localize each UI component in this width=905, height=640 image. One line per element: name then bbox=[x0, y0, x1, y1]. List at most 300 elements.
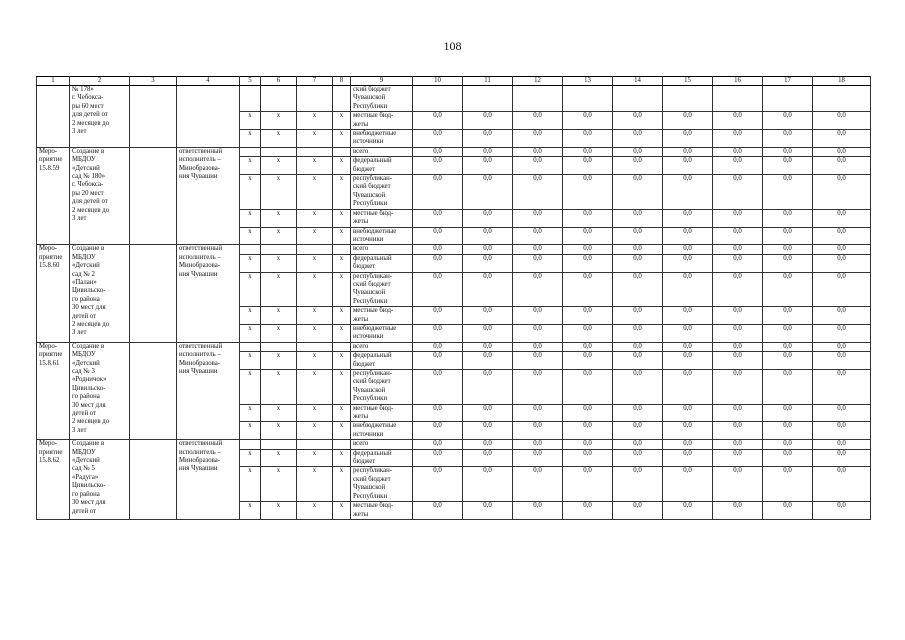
code-cell: х bbox=[333, 272, 351, 307]
table-row bbox=[37, 245, 871, 254]
value-cell: 0,0 bbox=[413, 440, 463, 449]
column-header-6: 6 bbox=[261, 77, 297, 86]
cell-line: источники bbox=[353, 235, 384, 243]
value-cell: 0,0 bbox=[513, 502, 563, 520]
value-cell: 0,0 bbox=[413, 130, 463, 148]
code-cell: х bbox=[261, 112, 297, 130]
cell-line: ния Чувашии bbox=[179, 368, 218, 375]
source-cell bbox=[351, 324, 413, 342]
value-cell: 0,0 bbox=[413, 307, 463, 325]
code-cell: х bbox=[240, 157, 261, 175]
cell-line: источники bbox=[353, 333, 384, 341]
cell-line: бюджет bbox=[353, 458, 376, 466]
value-cell: 0,0 bbox=[813, 370, 871, 405]
value-cell: 0,0 bbox=[713, 342, 763, 351]
value-cell: 0,0 bbox=[463, 147, 513, 156]
cell-line: местные бюд- bbox=[353, 307, 394, 315]
source-cell: всего bbox=[351, 245, 413, 254]
code-cell bbox=[261, 147, 297, 156]
cell-line: жеты bbox=[353, 510, 369, 518]
col3-cell bbox=[130, 440, 177, 520]
value-cell: 0,0 bbox=[763, 227, 813, 245]
cell-line: Создание в bbox=[72, 342, 105, 350]
code-cell bbox=[297, 245, 333, 254]
cell-line: Цивильско- bbox=[72, 384, 106, 392]
value-cell bbox=[713, 86, 763, 112]
cell-line: жеты bbox=[353, 315, 369, 323]
code-cell: х bbox=[333, 112, 351, 130]
cell-line: ния Чувашии bbox=[179, 173, 218, 181]
value-cell: 0,0 bbox=[563, 422, 613, 440]
cell-line: федеральный bbox=[353, 254, 392, 262]
code-cell: х bbox=[261, 254, 297, 272]
value-cell: 0,0 bbox=[513, 175, 563, 210]
code-cell: х bbox=[261, 157, 297, 175]
source-cell bbox=[351, 157, 413, 175]
value-cell: 0,0 bbox=[813, 307, 871, 325]
value-cell: 0,0 bbox=[413, 175, 463, 210]
value-cell: 0,0 bbox=[613, 272, 663, 307]
value-cell: 0,0 bbox=[613, 352, 663, 370]
value-cell: 0,0 bbox=[463, 449, 513, 467]
value-cell: 0,0 bbox=[663, 245, 713, 254]
description-cell bbox=[70, 342, 130, 439]
cell-line: местные бюд- bbox=[353, 502, 394, 510]
code-cell: х bbox=[333, 254, 351, 272]
cell-line: детей от bbox=[72, 507, 97, 515]
source-cell bbox=[351, 370, 413, 405]
measure-cell bbox=[37, 86, 70, 148]
cell-line: «Родничок» bbox=[72, 376, 107, 384]
value-cell: 0,0 bbox=[813, 352, 871, 370]
value-cell: 0,0 bbox=[763, 422, 813, 440]
value-cell: 0,0 bbox=[663, 370, 713, 405]
value-cell: 0,0 bbox=[413, 272, 463, 307]
value-cell: 0,0 bbox=[613, 467, 663, 502]
code-cell: х bbox=[333, 502, 351, 520]
cell-line: приятие bbox=[39, 448, 63, 456]
source-cell: всего bbox=[351, 440, 413, 449]
cell-line: Минобразова- bbox=[179, 359, 221, 367]
value-cell: 0,0 bbox=[663, 449, 713, 467]
code-cell: х bbox=[240, 130, 261, 148]
code-cell: х bbox=[333, 307, 351, 325]
value-cell: 0,0 bbox=[463, 112, 513, 130]
value-cell: 0,0 bbox=[763, 370, 813, 405]
code-cell: х bbox=[240, 324, 261, 342]
code-cell bbox=[333, 86, 351, 112]
cell-line: республикан- bbox=[353, 175, 392, 183]
value-cell: 0,0 bbox=[513, 227, 563, 245]
value-cell: 0,0 bbox=[613, 112, 663, 130]
value-cell: 0,0 bbox=[563, 502, 613, 520]
value-cell: 0,0 bbox=[813, 147, 871, 156]
code-cell: х bbox=[333, 209, 351, 227]
cell-line: приятие bbox=[39, 253, 63, 261]
code-cell: х bbox=[297, 227, 333, 245]
code-cell: х bbox=[333, 157, 351, 175]
executor-cell bbox=[177, 86, 240, 148]
col3-cell bbox=[130, 342, 177, 439]
cell-line: Республики bbox=[353, 200, 388, 208]
value-cell: 0,0 bbox=[563, 324, 613, 342]
table-row bbox=[37, 147, 871, 156]
code-cell: х bbox=[261, 175, 297, 210]
value-cell: 0,0 bbox=[663, 112, 713, 130]
cell-line: ния Чувашии bbox=[179, 270, 218, 278]
cell-line: Республики bbox=[353, 395, 388, 403]
value-cell: 0,0 bbox=[713, 209, 763, 227]
source-cell bbox=[351, 352, 413, 370]
value-cell: 0,0 bbox=[463, 370, 513, 405]
cell-line: г. Чебокса- bbox=[72, 181, 104, 189]
value-cell: 0,0 bbox=[663, 254, 713, 272]
value-cell: 0,0 bbox=[663, 440, 713, 449]
cell-line: местные бюд- bbox=[353, 404, 394, 412]
cell-line: Цивильско- bbox=[72, 482, 106, 490]
value-cell: 0,0 bbox=[613, 440, 663, 449]
value-cell: 0,0 bbox=[663, 467, 713, 502]
value-cell: 0,0 bbox=[463, 404, 513, 422]
value-cell: 0,0 bbox=[813, 157, 871, 175]
source-cell bbox=[351, 467, 413, 502]
source-cell bbox=[351, 502, 413, 520]
value-cell: 0,0 bbox=[613, 324, 663, 342]
cell-line: го района bbox=[72, 490, 100, 498]
value-cell: 0,0 bbox=[613, 342, 663, 351]
value-cell: 0,0 bbox=[613, 209, 663, 227]
source-cell bbox=[351, 130, 413, 148]
cell-line: 30 мест для bbox=[72, 499, 106, 507]
value-cell: 0,0 bbox=[763, 175, 813, 210]
cell-line: Меро- bbox=[39, 147, 58, 155]
source-cell bbox=[351, 209, 413, 227]
value-cell: 0,0 bbox=[513, 272, 563, 307]
cell-line: местные бюд- bbox=[353, 112, 394, 120]
code-cell: х bbox=[240, 254, 261, 272]
value-cell: 0,0 bbox=[413, 147, 463, 156]
column-header-9: 9 bbox=[351, 77, 413, 86]
value-cell: 0,0 bbox=[463, 422, 513, 440]
value-cell: 0,0 bbox=[563, 209, 613, 227]
value-cell: 0,0 bbox=[713, 404, 763, 422]
column-header-16: 16 bbox=[713, 77, 763, 86]
value-cell: 0,0 bbox=[413, 370, 463, 405]
value-cell: 0,0 bbox=[463, 440, 513, 449]
code-cell: х bbox=[240, 175, 261, 210]
value-cell: 0,0 bbox=[513, 467, 563, 502]
cell-line: ский бюджет bbox=[353, 280, 391, 288]
col3-cell bbox=[130, 86, 177, 148]
value-cell: 0,0 bbox=[763, 404, 813, 422]
value-cell: 0,0 bbox=[763, 502, 813, 520]
value-cell: 0,0 bbox=[613, 422, 663, 440]
value-cell: 0,0 bbox=[613, 147, 663, 156]
value-cell: 0,0 bbox=[713, 307, 763, 325]
value-cell: 0,0 bbox=[713, 130, 763, 148]
cell-line: ский бюджет bbox=[353, 378, 391, 386]
column-header-8: 8 bbox=[333, 77, 351, 86]
value-cell: 0,0 bbox=[713, 254, 763, 272]
code-cell bbox=[240, 440, 261, 449]
value-cell: 0,0 bbox=[663, 342, 713, 351]
value-cell: 0,0 bbox=[563, 370, 613, 405]
value-cell: 0,0 bbox=[513, 245, 563, 254]
cell-line: Создание в bbox=[72, 147, 105, 155]
value-cell: 0,0 bbox=[413, 467, 463, 502]
description-cell bbox=[70, 440, 130, 520]
code-cell: х bbox=[297, 112, 333, 130]
code-cell bbox=[240, 147, 261, 156]
code-cell: х bbox=[240, 449, 261, 467]
source-cell bbox=[351, 86, 413, 112]
value-cell: 0,0 bbox=[763, 272, 813, 307]
cell-line: ответственный bbox=[179, 245, 223, 253]
value-cell: 0,0 bbox=[463, 502, 513, 520]
cell-line: го района bbox=[72, 393, 100, 401]
cell-line: федеральный bbox=[353, 449, 392, 457]
cell-line: 15.8.61 bbox=[39, 359, 60, 367]
cell-line: Чувашской bbox=[353, 484, 386, 492]
source-cell bbox=[351, 422, 413, 440]
cell-line: 15.8.62 bbox=[39, 457, 60, 465]
cell-line: ответственный bbox=[179, 147, 223, 155]
value-cell: 0,0 bbox=[463, 227, 513, 245]
value-cell bbox=[563, 86, 613, 112]
code-cell: х bbox=[261, 324, 297, 342]
value-cell: 0,0 bbox=[413, 245, 463, 254]
cell-line: жеты bbox=[353, 120, 369, 128]
value-cell: 0,0 bbox=[713, 175, 763, 210]
cell-line: исполнитель – bbox=[179, 253, 221, 261]
cell-line: Создание в bbox=[72, 440, 105, 448]
code-cell bbox=[297, 440, 333, 449]
code-cell: х bbox=[297, 175, 333, 210]
code-cell: х bbox=[240, 404, 261, 422]
value-cell: 0,0 bbox=[613, 370, 663, 405]
budget-table bbox=[36, 76, 871, 520]
cell-line: федеральный bbox=[353, 157, 392, 165]
value-cell: 0,0 bbox=[813, 175, 871, 210]
code-cell: х bbox=[333, 404, 351, 422]
column-header-7: 7 bbox=[297, 77, 333, 86]
source-cell bbox=[351, 112, 413, 130]
value-cell: 0,0 bbox=[713, 422, 763, 440]
code-cell: х bbox=[297, 272, 333, 307]
code-cell: х bbox=[297, 307, 333, 325]
value-cell: 0,0 bbox=[713, 272, 763, 307]
value-cell: 0,0 bbox=[813, 502, 871, 520]
cell-line: для детей от bbox=[72, 198, 108, 206]
value-cell: 0,0 bbox=[563, 175, 613, 210]
value-cell: 0,0 bbox=[563, 272, 613, 307]
code-cell: х bbox=[297, 502, 333, 520]
value-cell: 0,0 bbox=[763, 254, 813, 272]
code-cell: х bbox=[240, 502, 261, 520]
code-cell: х bbox=[297, 404, 333, 422]
code-cell: х bbox=[240, 209, 261, 227]
cell-line: детей от bbox=[72, 410, 97, 418]
value-cell: 0,0 bbox=[663, 272, 713, 307]
value-cell: 0,0 bbox=[563, 467, 613, 502]
code-cell: х bbox=[240, 352, 261, 370]
cell-line: бюджет bbox=[353, 360, 376, 368]
cell-line: федеральный bbox=[353, 352, 392, 360]
executor-cell bbox=[177, 342, 240, 439]
code-cell bbox=[261, 440, 297, 449]
value-cell bbox=[413, 86, 463, 112]
source-cell bbox=[351, 404, 413, 422]
code-cell: х bbox=[333, 467, 351, 502]
cell-line: Чувашской bbox=[353, 386, 386, 394]
cell-line: «Детский bbox=[72, 457, 100, 465]
value-cell: 0,0 bbox=[413, 254, 463, 272]
table-row bbox=[37, 86, 871, 112]
value-cell: 0,0 bbox=[813, 422, 871, 440]
column-header-18: 18 bbox=[813, 77, 871, 86]
value-cell: 0,0 bbox=[713, 449, 763, 467]
code-cell bbox=[333, 440, 351, 449]
column-header-12: 12 bbox=[513, 77, 563, 86]
code-cell: х bbox=[297, 352, 333, 370]
measure-cell bbox=[37, 245, 70, 342]
cell-line: детей от bbox=[72, 312, 97, 320]
value-cell: 0,0 bbox=[613, 175, 663, 210]
code-cell: х bbox=[240, 227, 261, 245]
cell-line: исполнитель – bbox=[179, 156, 221, 164]
value-cell: 0,0 bbox=[463, 209, 513, 227]
code-cell bbox=[297, 147, 333, 156]
value-cell: 0,0 bbox=[563, 227, 613, 245]
value-cell: 0,0 bbox=[813, 342, 871, 351]
code-cell: х bbox=[297, 467, 333, 502]
value-cell: 0,0 bbox=[413, 209, 463, 227]
source-cell bbox=[351, 254, 413, 272]
code-cell: х bbox=[240, 370, 261, 405]
value-cell: 0,0 bbox=[413, 449, 463, 467]
value-cell: 0,0 bbox=[663, 422, 713, 440]
code-cell: х bbox=[297, 157, 333, 175]
cell-line: приятие bbox=[39, 156, 63, 164]
cell-line: ответственный bbox=[179, 440, 223, 448]
value-cell: 0,0 bbox=[663, 130, 713, 148]
code-cell bbox=[240, 86, 261, 112]
value-cell: 0,0 bbox=[563, 130, 613, 148]
value-cell: 0,0 bbox=[663, 502, 713, 520]
cell-line: МБДОУ bbox=[72, 448, 96, 456]
column-header-1: 1 bbox=[37, 77, 70, 86]
code-cell: х bbox=[261, 352, 297, 370]
code-cell: х bbox=[333, 352, 351, 370]
value-cell: 0,0 bbox=[713, 157, 763, 175]
code-cell bbox=[261, 86, 297, 112]
value-cell: 0,0 bbox=[663, 307, 713, 325]
code-cell: х bbox=[333, 130, 351, 148]
value-cell: 0,0 bbox=[463, 352, 513, 370]
column-header-10: 10 bbox=[413, 77, 463, 86]
cell-line: ры 20 мест bbox=[72, 189, 104, 197]
cell-line: 2 месяцев до bbox=[72, 320, 110, 328]
value-cell: 0,0 bbox=[413, 157, 463, 175]
code-cell bbox=[240, 245, 261, 254]
column-header-11: 11 bbox=[463, 77, 513, 86]
page-number: 108 bbox=[443, 39, 462, 53]
code-cell bbox=[297, 86, 333, 112]
cell-line: го района bbox=[72, 295, 100, 303]
cell-line: республикан- bbox=[353, 370, 392, 377]
value-cell: 0,0 bbox=[513, 130, 563, 148]
cell-line: сад № 180» bbox=[72, 173, 106, 181]
value-cell: 0,0 bbox=[613, 449, 663, 467]
header-row bbox=[37, 77, 871, 86]
value-cell: 0,0 bbox=[663, 147, 713, 156]
cell-line: республикан- bbox=[353, 272, 392, 280]
value-cell: 0,0 bbox=[613, 227, 663, 245]
value-cell: 0,0 bbox=[763, 449, 813, 467]
value-cell bbox=[813, 86, 871, 112]
cell-line: Чувашской bbox=[353, 191, 386, 199]
cell-line: местные бюд- bbox=[353, 209, 394, 217]
code-cell: х bbox=[297, 254, 333, 272]
value-cell: 0,0 bbox=[463, 307, 513, 325]
value-cell: 0,0 bbox=[713, 440, 763, 449]
code-cell bbox=[297, 342, 333, 351]
cell-line: 30 мест для bbox=[72, 401, 106, 409]
cell-line: внебюджетные bbox=[353, 130, 397, 138]
value-cell: 0,0 bbox=[813, 112, 871, 130]
code-cell bbox=[333, 147, 351, 156]
cell-line: бюджет bbox=[353, 263, 376, 271]
description-cell bbox=[70, 147, 130, 244]
code-cell: х bbox=[333, 422, 351, 440]
value-cell: 0,0 bbox=[413, 227, 463, 245]
cell-line: 3 лет bbox=[72, 426, 87, 434]
value-cell: 0,0 bbox=[413, 422, 463, 440]
column-header-15: 15 bbox=[663, 77, 713, 86]
cell-line: приятие bbox=[39, 351, 63, 359]
value-cell: 0,0 bbox=[763, 324, 813, 342]
cell-line: «Детский bbox=[72, 164, 100, 172]
value-cell: 0,0 bbox=[563, 449, 613, 467]
value-cell: 0,0 bbox=[513, 440, 563, 449]
value-cell: 0,0 bbox=[563, 157, 613, 175]
code-cell: х bbox=[261, 404, 297, 422]
code-cell: х bbox=[261, 422, 297, 440]
measure-cell bbox=[37, 342, 70, 439]
cell-line: исполнитель – bbox=[179, 351, 221, 359]
source-cell bbox=[351, 227, 413, 245]
value-cell bbox=[463, 86, 513, 112]
value-cell: 0,0 bbox=[613, 245, 663, 254]
value-cell: 0,0 bbox=[613, 254, 663, 272]
cell-line: Республики bbox=[353, 102, 388, 110]
value-cell: 0,0 bbox=[713, 245, 763, 254]
cell-line: Республики bbox=[353, 492, 388, 500]
col3-cell bbox=[130, 245, 177, 342]
value-cell: 0,0 bbox=[513, 422, 563, 440]
cell-line: Цивильско- bbox=[72, 287, 106, 295]
cell-line: 15.8.59 bbox=[39, 164, 60, 172]
code-cell: х bbox=[297, 422, 333, 440]
table-row bbox=[37, 342, 871, 351]
value-cell: 0,0 bbox=[663, 352, 713, 370]
value-cell: 0,0 bbox=[663, 209, 713, 227]
value-cell: 0,0 bbox=[663, 404, 713, 422]
code-cell: х bbox=[240, 112, 261, 130]
value-cell: 0,0 bbox=[713, 502, 763, 520]
column-header-5: 5 bbox=[240, 77, 261, 86]
cell-line: Чувашской bbox=[353, 289, 386, 297]
